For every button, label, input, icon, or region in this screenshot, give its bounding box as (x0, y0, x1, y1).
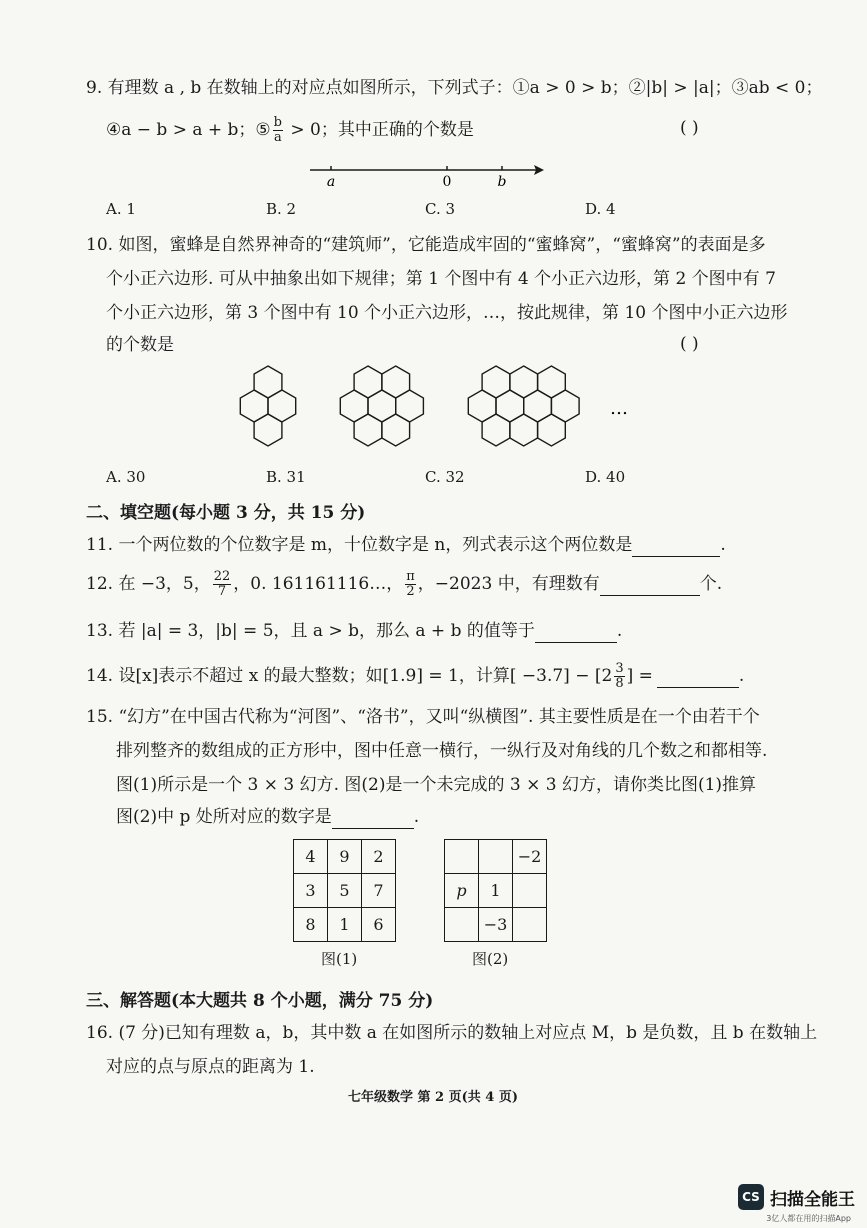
ms1-cell: 1 (328, 908, 362, 942)
q16-line1: 16. (7 分)已知有理数 a，b，其中数 a 在如图所示的数轴上对应点 M，b 是负数，且 b 在数轴上 (86, 1023, 818, 1043)
ms1-row (294, 908, 396, 942)
hexagon (468, 390, 496, 422)
ms1-cell: 8 (294, 908, 328, 942)
q10-line4: 的个数是 (106, 335, 174, 355)
q11-end: . (720, 535, 726, 555)
q13-end: . (616, 621, 623, 641)
q10-answer-paren: ( ) (680, 334, 699, 354)
q9-option-a: A. 1 (106, 200, 136, 218)
q14-post: ] = (626, 666, 653, 686)
q11 (86, 534, 726, 557)
q9-answer-paren: ( ) (680, 118, 699, 138)
honeycomb-figure-2 (340, 366, 423, 446)
magic-square-2 (444, 839, 547, 942)
ms1-cell: 7 (362, 874, 396, 908)
q9-line1: 9. 有理数 a , b 在数轴上的对应点如图所示，下列式子：①a > 0 > b；②|b| > |a|；③ab < 0； (86, 78, 823, 98)
ms2-cell (445, 908, 479, 942)
q9-frac-num: b (273, 115, 282, 130)
q12-frac2-num: π (406, 569, 415, 584)
ms1-cell: 2 (362, 840, 396, 874)
hexagon (510, 414, 538, 446)
q9-option-c: C. 3 (425, 200, 456, 218)
hexagon (396, 390, 424, 422)
ms2-cell (445, 840, 479, 874)
q10-option-b: B. 31 (266, 468, 306, 486)
q12-post: ，−2023 中，有理数有 (417, 574, 600, 594)
q10-line2: 个小正六边形. 可从中抽象出如下规律；第 1 个图中有 4 个小正六边形，第 2 个图中有 7 (106, 269, 776, 289)
hexagon (382, 414, 410, 446)
q15-line4-text: 图(2)中 p 处所对应的数字是 (116, 807, 332, 827)
ms1-cell: 6 (362, 908, 396, 942)
ms2-cell (479, 840, 513, 874)
q12-frac1-num: 22 (213, 569, 231, 584)
honeycomb-figure-1 (240, 366, 295, 446)
magic-square-1 (293, 839, 396, 942)
hexagon (268, 390, 296, 422)
q9-line2-post: > 0；其中正确的个数是 (285, 120, 474, 140)
q15-line1: 15. “幻方”在中国古代称为“河图”、“洛书”，又叫“纵横图”. 其主要性质是在一个由若干个 (86, 707, 760, 727)
section3-heading: 三、解答题(本大题共 8 个小题，满分 75 分) (86, 991, 434, 1011)
q14-end: . (738, 666, 745, 686)
hexagon (482, 414, 510, 446)
hexagon (340, 390, 368, 422)
q14 (86, 662, 744, 691)
ms1-cell: 4 (294, 840, 328, 874)
q10-honeycomb-figures (228, 362, 648, 462)
q13 (86, 620, 622, 643)
honeycomb-figure-3 (468, 366, 579, 446)
q10-line1: 10. 如图，蜜蜂是自然界神奇的“建筑师”，它能造成牢固的“蜜蜂窝”，“蜜蜂窝”的表面是多 (86, 235, 766, 255)
q14-pre: 14. 设[x]表示不超过 x 的最大整数；如[1.9] = 1，计算[ −3.7] − [2 (86, 666, 613, 686)
ms1-cell: 9 (328, 840, 362, 874)
q9-label-b: b (497, 174, 507, 190)
ms2-row (445, 840, 547, 874)
caption-figure-1: 图(1) (321, 950, 358, 968)
q10-option-d: D. 40 (585, 468, 626, 486)
ms2-cell: −2 (513, 840, 547, 874)
q15-end: . (413, 807, 420, 827)
q14-frac-den: 8 (615, 676, 624, 691)
camscanner-logo-icon: CS (738, 1184, 764, 1210)
q13-text: 13. 若 |a| = 3，|b| = 5，且 a > b，那么 a + b 的值等于 (86, 621, 535, 641)
q11-blank (632, 534, 720, 557)
q14-fraction (614, 662, 624, 691)
q12-fraction-1 (213, 570, 232, 599)
q9-number-line (300, 158, 560, 190)
hexagon (354, 414, 382, 446)
section2-heading: 二、填空题(每小题 3 分，共 15 分) (86, 503, 366, 523)
q12-pre: 12. 在 −3，5， (86, 574, 211, 594)
hexagon (538, 414, 566, 446)
ms2-cell: p (445, 874, 479, 908)
camscanner-name: 扫描全能王 (770, 1189, 855, 1210)
q10-option-c: C. 32 (425, 468, 465, 486)
q9-line2 (106, 116, 474, 145)
q9-line2-pre: ④a − b > a + b；⑤ (106, 120, 271, 140)
q16-line2: 对应的点与原点的距离为 1. (106, 1057, 315, 1077)
q9-label-a: a (326, 174, 336, 190)
scanner-watermark (738, 1184, 855, 1210)
q15-line4 (116, 806, 419, 829)
ms1-row (294, 874, 396, 908)
ms2-row (445, 908, 547, 942)
q9-option-b: B. 2 (266, 200, 297, 218)
ms2-cell: −3 (479, 908, 513, 942)
ms2-cell (513, 874, 547, 908)
q12 (86, 570, 722, 599)
q9-label-0: 0 (442, 174, 452, 190)
hexagon (254, 414, 282, 446)
hexagon (551, 390, 579, 422)
q11-text: 11. 一个两位数的个位数字是 m，十位数字是 n，列式表示这个两位数是 (86, 535, 633, 555)
q12-fraction-2 (405, 570, 416, 599)
q12-blank (600, 573, 700, 596)
q10-ellipsis: … (610, 398, 628, 419)
q12-mid: ，0. 161161116…， (233, 574, 404, 594)
ms2-cell (513, 908, 547, 942)
ms2-cell: 1 (479, 874, 513, 908)
ms1-row (294, 840, 396, 874)
ms1-cell: 5 (328, 874, 362, 908)
q10-option-a: A. 30 (106, 468, 146, 486)
q12-end: 个. (699, 574, 723, 594)
q9-option-d: D. 4 (585, 200, 616, 218)
camscanner-tagline: 3亿人都在用的扫描App (766, 1214, 851, 1223)
q12-frac1-den: 7 (217, 584, 227, 599)
q12-frac2-den: 2 (406, 584, 415, 599)
q15-blank (332, 806, 414, 829)
ms1-cell: 3 (294, 874, 328, 908)
q14-blank (657, 665, 739, 688)
q9-frac-den: a (273, 130, 282, 145)
ms2-row (445, 874, 547, 908)
q14-frac-num: 3 (615, 661, 624, 676)
page-footer: 七年级数学 第 2 页(共 4 页) (348, 1090, 519, 1105)
q15-line3: 图(1)所示是一个 3 × 3 幻方. 图(2)是一个未完成的 3 × 3 幻方，请你类比图(1)推算 (116, 775, 757, 795)
q9-fraction (273, 116, 283, 145)
caption-figure-2: 图(2) (472, 950, 509, 968)
q15-line2: 排列整齐的数组成的正方形中，图中任意一横行，一纵行及对角线的几个数之和都相等. (116, 741, 768, 761)
hexagon (240, 390, 268, 422)
q10-line3: 个小正六边形，第 3 个图中有 10 个小正六边形，…，按此规律，第 10 个图中小正六边形 (106, 303, 788, 323)
q13-blank (535, 620, 617, 643)
